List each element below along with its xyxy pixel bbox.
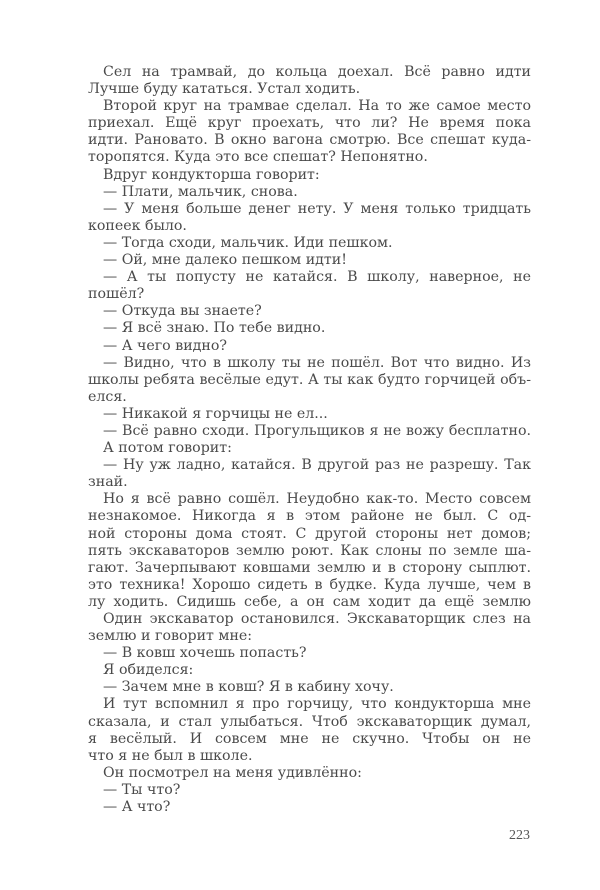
text-line: — Никакой я горчицы не ел... bbox=[103, 405, 328, 422]
text-line: — Я всё знаю. По тебе видно. bbox=[103, 320, 326, 337]
text-line: — Тогда сходи, мальчик. Иди пешком. bbox=[103, 234, 393, 251]
text-line: пошёл? bbox=[88, 286, 145, 303]
text-line: идти. Рановато. В окно вагона смотрю. Все спешат куда- bbox=[88, 132, 531, 149]
text-line: школы ребята весёлые едут. А ты как будто горчицей объ- bbox=[88, 371, 531, 388]
text-line: — А что? bbox=[103, 799, 171, 816]
text-line: копеек было. bbox=[88, 217, 187, 234]
text-line: — Откуда вы знаете? bbox=[103, 303, 262, 320]
text-line: — Ой, мне далеко пешком идти! bbox=[103, 252, 347, 269]
text-line: знай. bbox=[88, 474, 128, 491]
book-page-text bbox=[88, 64, 531, 816]
text-line: — А чего видно? bbox=[103, 337, 227, 354]
text-line: Один экскаватор остановился. Экскаваторщик слез на bbox=[103, 611, 531, 627]
text-line: приехал. Ещё круг проехать, что ли? Не время пока bbox=[88, 115, 531, 132]
text-line: — В ковш хочешь попасть? bbox=[103, 645, 307, 662]
text-line: пять экскаваторов землю роют. Как слоны по земле ша- bbox=[88, 542, 531, 559]
text-line: — Всё равно сходи. Прогульщиков я не вожу бесплатно. bbox=[103, 422, 531, 439]
text-line: — Ты что? bbox=[103, 781, 181, 798]
text-line: — Видно, что в школу ты не пошёл. Вот что видно. Из bbox=[103, 354, 531, 371]
text-line: я весёлый. И совсем мне не скучно. Чтобы он не bbox=[88, 730, 531, 747]
text-line: сказала, и стал улыбаться. Чтоб экскаваторщик думал, bbox=[88, 713, 531, 730]
text-line: — У меня больше денег нету. У меня только тридцать bbox=[103, 200, 531, 217]
text-line: это техника! Хорошо сидеть в будке. Куда лучше, чем в bbox=[88, 576, 531, 593]
text-line: Но я всё равно сошёл. Неудобно как-то. Место совсем bbox=[103, 491, 531, 508]
text-line: торопятся. Куда это все спешат? Непонятно. bbox=[88, 149, 428, 166]
text-line: Я обиделся: bbox=[103, 662, 194, 679]
text-line: гают. Зачерпывают ковшами землю и в сторону сыплют. bbox=[88, 559, 531, 576]
text-line: что я не был в школе. bbox=[88, 747, 253, 764]
text-line: Вдруг кондукторша говорит: bbox=[103, 166, 320, 183]
text-line: Сел на трамвай, до кольца доехал. Всё равно идти bbox=[103, 64, 531, 80]
text-line: незнакомое. Никогда я в этом районе не был. С од- bbox=[88, 508, 531, 525]
text-line: — Ну уж ладно, катайся. В другой раз не разрешу. Так bbox=[103, 457, 531, 474]
text-line: Он посмотрел на меня удивлённо: bbox=[103, 764, 362, 781]
text-line: — А ты попусту не катайся. В школу, наверное, не bbox=[103, 269, 531, 286]
text-line: лу ходить. Сидишь себе, а он сам ходит да ещё землю bbox=[88, 593, 531, 610]
text-line: А потом говорит: bbox=[103, 440, 232, 457]
text-line: И тут вспомнил я про горчицу, что кондукторша мне bbox=[103, 696, 531, 713]
text-line: ной стороны дома стоят. С другой стороны нет домов; bbox=[88, 525, 531, 542]
text-line: елся. bbox=[88, 388, 127, 405]
text-line: — Зачем мне в ковш? Я в кабину хочу. bbox=[103, 679, 394, 696]
page-number: 223 bbox=[509, 828, 530, 843]
text-line: землю и говорит мне: bbox=[88, 628, 253, 645]
text-line: — Плати, мальчик, снова. bbox=[103, 183, 298, 200]
text-line: Лучше буду кататься. Устал ходить. bbox=[88, 81, 361, 98]
text-line: Второй круг на трамвае сделал. На то же самое место bbox=[103, 98, 531, 115]
